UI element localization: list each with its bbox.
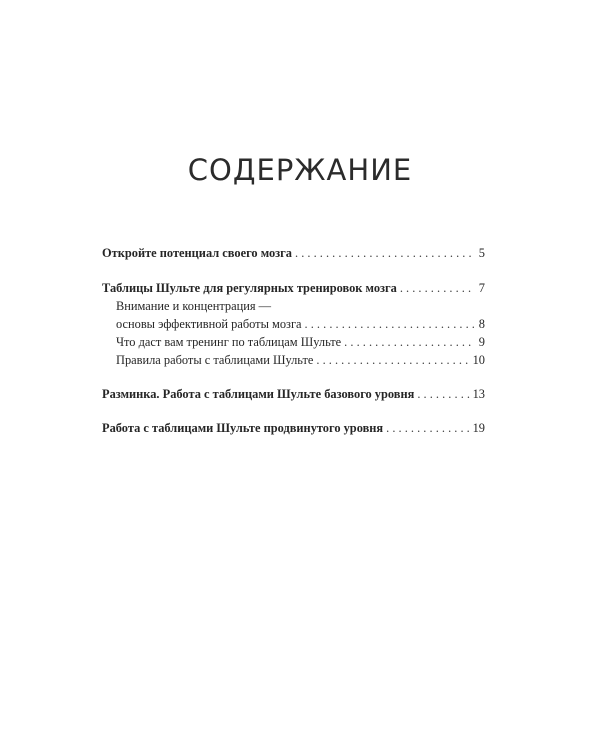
toc-entry-schulte-tables[interactable] bbox=[102, 279, 485, 297]
toc-entry-title: Откройте потенциал своего мозга bbox=[102, 246, 292, 260]
toc-entry-training-benefits[interactable] bbox=[102, 333, 485, 351]
toc-entry-page: 19 bbox=[472, 421, 485, 435]
dot-leader bbox=[316, 351, 469, 369]
toc-entry-page: 9 bbox=[478, 335, 485, 349]
page-title: СОДЕРЖАНИЕ bbox=[187, 153, 413, 187]
dot-leader bbox=[295, 244, 474, 262]
toc-entry-page: 10 bbox=[472, 353, 485, 367]
dot-leader bbox=[386, 419, 469, 437]
toc-entry-attention[interactable] bbox=[102, 315, 485, 333]
dot-leader bbox=[417, 385, 469, 403]
toc-entry-title: основы эффективной работы мозга bbox=[116, 317, 302, 331]
toc-entry-title: Таблицы Шульте для регулярных тренировок мозга bbox=[102, 281, 397, 295]
toc-entry-rules[interactable] bbox=[102, 351, 485, 369]
toc-entry-unlock-potential[interactable] bbox=[102, 244, 485, 262]
toc-entry-title: Что даст вам тренинг по таблицам Шульте bbox=[116, 335, 342, 349]
toc-entry-page: 8 bbox=[478, 317, 485, 331]
toc-entry-page: 13 bbox=[472, 387, 485, 401]
toc-entry-advanced[interactable] bbox=[102, 419, 485, 437]
dot-leader bbox=[344, 333, 474, 351]
toc-entry-page: 7 bbox=[478, 281, 485, 295]
toc-entry-title: Правила работы с таблицами Шульте bbox=[116, 353, 314, 367]
dot-leader bbox=[305, 315, 474, 333]
toc-entry-title: Разминка. Работа с таблицами Шульте базового уровня bbox=[102, 387, 415, 401]
table-of-contents bbox=[102, 244, 485, 437]
toc-entry-warmup[interactable] bbox=[102, 385, 485, 403]
toc-entry-title: Работа с таблицами Шульте продвинутого уровня bbox=[102, 421, 384, 435]
dot-leader bbox=[400, 279, 474, 297]
toc-entry-page: 5 bbox=[478, 246, 485, 260]
toc-entry-attention-line1[interactable]: Внимание и концентрация — bbox=[116, 299, 272, 313]
